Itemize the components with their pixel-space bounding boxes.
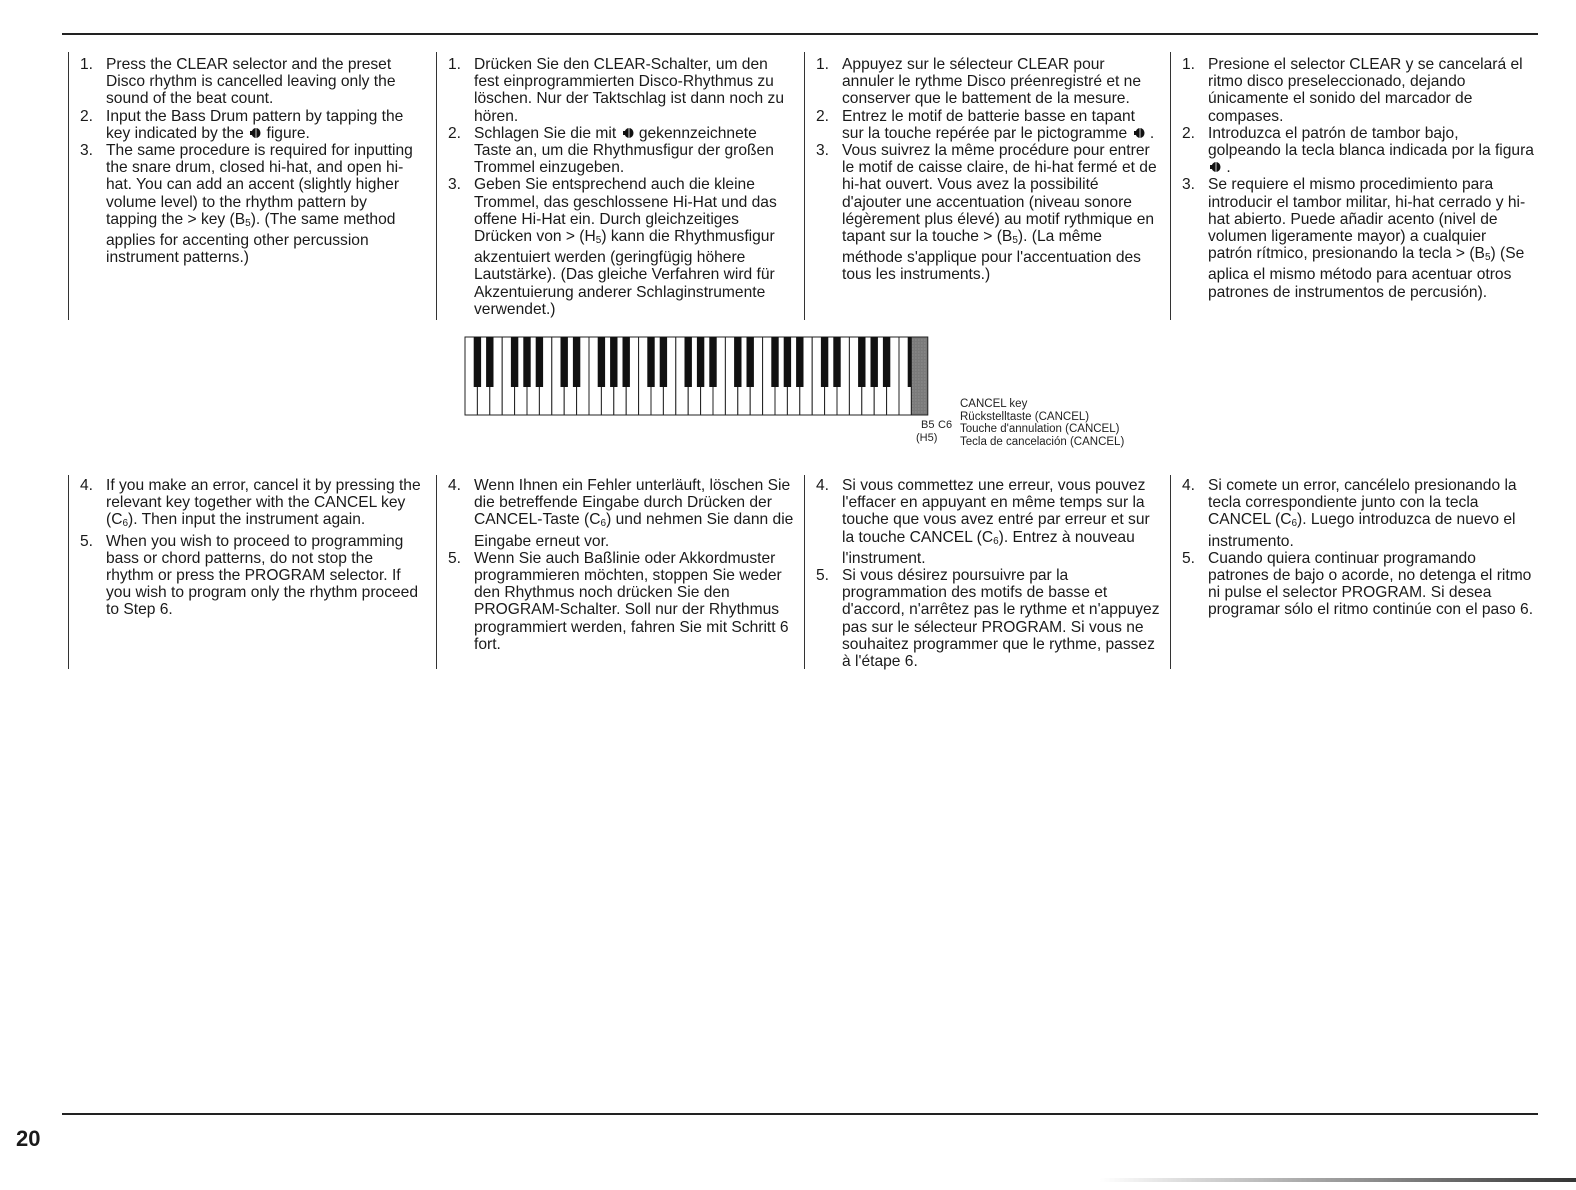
item-number: 1. bbox=[1182, 56, 1196, 73]
black-key bbox=[821, 337, 828, 387]
black-key bbox=[685, 337, 692, 387]
black-key bbox=[660, 337, 667, 387]
list-item bbox=[80, 477, 424, 533]
list-item bbox=[448, 125, 794, 177]
black-key bbox=[647, 337, 654, 387]
item-number: 2. bbox=[80, 107, 94, 125]
item-text: Presione el selector CLEAR y se cancelará el ritmo disco preseleccionado, dejando únicamente el sonido del marcador de compases. bbox=[1208, 56, 1523, 125]
column-bottom-fr bbox=[806, 477, 1160, 670]
item-text: Si comete un error, cancélelo presionando la tecla correspondiente junto con la tecla CANCEL $(C_6)$. Luego introduzca de nuevo el instrumento. bbox=[1208, 477, 1517, 550]
item-text: Cuando quiera continuar programando patrones de bajo o acorde, no detenga el ritmo ni pulse el selector PROGRAM. Si desea programar sólo el ritmo continúe con el paso 6. bbox=[1208, 549, 1534, 619]
list-item bbox=[816, 142, 1160, 284]
item-number: 5. bbox=[1182, 549, 1196, 567]
item-text: Press the CLEAR selector and the preset Disco rhythm is cancelled leaving only the sound of the beat count. bbox=[106, 56, 396, 108]
item-number: 5. bbox=[80, 532, 94, 550]
black-key bbox=[747, 337, 754, 387]
item-number: 2. bbox=[1182, 124, 1196, 142]
divider-top-3 bbox=[804, 52, 805, 320]
black-key bbox=[474, 337, 481, 387]
top-rule bbox=[62, 33, 1538, 35]
black-key bbox=[871, 337, 878, 387]
item-text: The same procedure is required for inputting the snare drum, closed hi-hat, and open hi-hat. You can add an accent (slightly higher volume level) to the rhythm pattern by tapping the > key $(B_5)$. (The same method applies for accenting other percussion instrument patterns.) bbox=[106, 142, 413, 267]
item-text: Wenn Ihnen ein Fehler unterläuft, löschen Sie die betreffende Eingabe durch Drücken der CANCEL-Taste $(C_6)$ und nehmen Sie dann die Eingabe erneut vor. bbox=[474, 477, 794, 550]
item-text: If you make an error, cancel it by pressing the relevant key together with the CANCEL key $(C_6)$. Then input the instrument again. bbox=[106, 477, 421, 530]
black-key bbox=[858, 337, 865, 387]
item-text: Schlagen Sie die mit gekennzeichnete Taste an, um die Rhythmusfigur der großen Trommel einzugeben. bbox=[474, 124, 774, 177]
item-text: Si vous commettez une erreur, vous pouvez l'effacer en appuyant en même temps sur la touche que vous avez entré par erreur et sur la touche CANCEL $(C_6)$. Entrez à nouveau l'instrument. bbox=[842, 477, 1150, 567]
black-key bbox=[610, 337, 617, 387]
list-item bbox=[448, 550, 794, 653]
list-item bbox=[1182, 56, 1534, 125]
divider-bottom-2 bbox=[436, 475, 437, 669]
divider-top-1 bbox=[68, 52, 69, 320]
item-text: Se requiere el mismo procedimiento para introducir el tambor militar, hi-hat cerrado y hi-hat abierto. Puede añadir acento (nivel de volumen ligeramente mayor) a cualquier patrón rítmico, presionando la tecla > $(B_5)$ (Se aplica el mismo método para acentuar otros patrones de instrumentos de percusión). bbox=[1208, 176, 1526, 301]
column-top-de bbox=[438, 56, 794, 318]
divider-bottom-4 bbox=[1170, 475, 1171, 669]
list-item bbox=[1182, 550, 1534, 619]
item-number: 3. bbox=[1182, 176, 1196, 194]
list-item bbox=[1182, 125, 1534, 177]
column-top-es bbox=[1172, 56, 1534, 301]
black-key bbox=[709, 337, 716, 387]
item-text: Appuyez sur le sélecteur CLEAR pour annuler le rythme Disco préenregistré et ne conserver que le battement de la mesure. bbox=[842, 56, 1142, 108]
item-number: 3. bbox=[448, 176, 462, 194]
page-number: 20 bbox=[16, 1126, 41, 1151]
item-number: 1. bbox=[80, 56, 94, 73]
black-key bbox=[833, 337, 840, 387]
black-key bbox=[486, 337, 493, 387]
black-key bbox=[697, 337, 704, 387]
legend-line-fr: Touche d'annulation (CANCEL) bbox=[960, 423, 1120, 436]
list-item bbox=[816, 477, 1160, 567]
black-key bbox=[561, 337, 568, 387]
cancel-key-legend bbox=[960, 398, 1124, 448]
legend-line-en: CANCEL key bbox=[960, 398, 1028, 410]
item-text: Entrez le motif de batterie basse en tapant sur la touche repérée par le pictogramme . bbox=[842, 107, 1155, 142]
item-text: Si vous désirez poursuivre par la programmation des motifs de basse et d'accord, n'arrêtez pas le rythme et n'appuyez pas sur le sélecteur PROGRAM. Si vous ne souhaitez programmer que le rythme, passez à l'étape 6. bbox=[842, 567, 1160, 671]
black-key bbox=[734, 337, 741, 387]
item-number: 2. bbox=[816, 107, 830, 125]
key-label-b5: B5 bbox=[921, 419, 935, 431]
item-text: Vous suivrez la même procédure pour entrer le motif de caisse claire, de hi-hat fermé et de hi-hat ouvert. Vous avez la possibilité d'ajouter une accentuation (niveau sonore légèrement plus élevé) au motif rythmique en tapant sur la touche > $(B_5)$. (La même méthode s'applique pour l'accentuation des tous les instruments.) bbox=[842, 142, 1157, 284]
black-key bbox=[523, 337, 530, 387]
item-text: Drücken Sie den CLEAR-Schalter, um den fest einprogrammierten Disco-Rhythmus zu löschen. Nur der Taktschlag ist dann noch zu hören. bbox=[474, 56, 785, 125]
item-number: 2. bbox=[448, 124, 462, 142]
column-top-fr bbox=[806, 56, 1160, 284]
list-item bbox=[816, 567, 1160, 670]
item-number: 1. bbox=[816, 56, 830, 73]
column-top-en bbox=[70, 56, 420, 266]
divider-top-4 bbox=[1170, 52, 1171, 320]
divider-bottom-3 bbox=[804, 475, 805, 669]
item-text: Input the Bass Drum pattern by tapping the key indicated by the figure. bbox=[106, 107, 404, 142]
black-key bbox=[796, 337, 803, 387]
item-number: 5. bbox=[816, 567, 830, 585]
black-key bbox=[598, 337, 605, 387]
list-item bbox=[1182, 477, 1534, 550]
item-text: Geben Sie entsprechend auch die kleine Trommel, das geschlossene Hi-Hat und das offene Hi-Hat ein. Durch gleichzeitiges Drücken von > $(H_5)$ kann die Rhythmusfigur akzentuiert werden (geringfügig höhere Lautstärke). (Das gleiche Verfahren wird für Akzentuierung anderer Schlaginstrumente verwendet.) bbox=[474, 176, 777, 318]
footer-shade bbox=[1100, 1178, 1576, 1182]
black-key bbox=[573, 337, 580, 387]
item-text: Wenn Sie auch Baßlinie oder Akkordmuster programmieren möchten, stoppen Sie weder den Rhythmus noch drücken Sie den PROGRAM-Schalter. Soll nur der Rhythmus programmiert werden, fahren Sie mit Schritt 6 fort. bbox=[474, 549, 789, 653]
legend-line-de: Rückstelltaste (CANCEL) bbox=[960, 410, 1090, 423]
item-number: 4. bbox=[1182, 477, 1196, 494]
keyboard-diagram bbox=[464, 336, 964, 426]
legend-line-es: Tecla de cancelación (CANCEL) bbox=[960, 435, 1125, 448]
list-item bbox=[1182, 176, 1534, 300]
list-item bbox=[448, 477, 794, 550]
list-item bbox=[80, 533, 424, 619]
black-key bbox=[784, 337, 791, 387]
item-number: 3. bbox=[80, 142, 94, 160]
column-bottom-en bbox=[70, 477, 424, 619]
item-number: 3. bbox=[816, 142, 830, 160]
black-key bbox=[536, 337, 543, 387]
key-label-h5: (H5) bbox=[916, 432, 938, 444]
item-number: 4. bbox=[80, 477, 94, 494]
key-label-c6: C6 bbox=[938, 419, 953, 431]
list-item bbox=[80, 108, 420, 142]
item-number: 1. bbox=[448, 56, 462, 73]
item-number: 5. bbox=[448, 549, 462, 567]
column-bottom-es bbox=[1172, 477, 1534, 619]
bottom-rule bbox=[62, 1113, 1538, 1115]
black-key bbox=[511, 337, 518, 387]
item-number: 4. bbox=[816, 477, 830, 494]
column-bottom-de bbox=[438, 477, 794, 653]
divider-bottom-1 bbox=[68, 475, 69, 669]
list-item bbox=[816, 56, 1160, 108]
item-text: When you wish to proceed to programming bass or chord patterns, do not stop the rhythm or press the PROGRAM selector. If you wish to program only the rhythm proceed to Step 6. bbox=[106, 532, 419, 619]
item-text: Introduzca el patrón de tambor bajo, golpeando la tecla blanca indicada por la figura . bbox=[1208, 124, 1534, 177]
list-item bbox=[448, 56, 794, 125]
item-number: 4. bbox=[448, 477, 462, 494]
black-key bbox=[771, 337, 778, 387]
list-item bbox=[80, 142, 420, 266]
black-key bbox=[883, 337, 890, 387]
black-key bbox=[623, 337, 630, 387]
list-item bbox=[80, 56, 420, 108]
divider-top-2 bbox=[436, 52, 437, 320]
list-item bbox=[816, 108, 1160, 142]
list-item bbox=[448, 176, 794, 318]
